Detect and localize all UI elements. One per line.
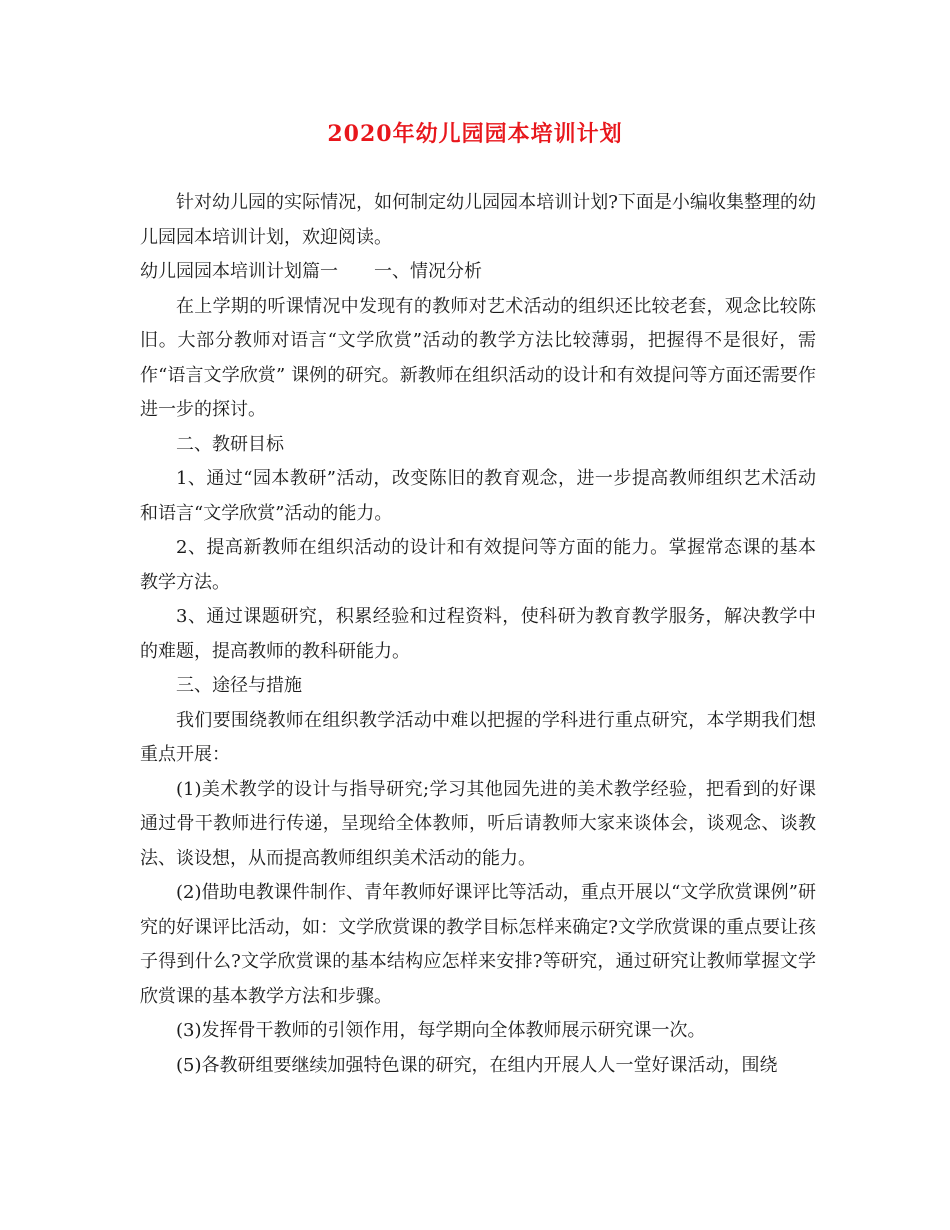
goal-paragraph-1: 1、通过“园本教研”活动，改变陈旧的教育观念，进一步提高教师组织艺术活动和语言“文学欣赏”活动的能力。	[140, 468, 816, 524]
section-label: 幼儿园园本培训计划篇一	[140, 261, 338, 282]
measure-paragraph-5: (5)各教研组要继续加强特色课的研究，在组内开展人人一堂好课活动，围绕	[176, 1054, 778, 1076]
measures-intro-paragraph: 我们要围绕教师在组织教学活动中难以把握的学科进行重点研究，本学期我们想重点开展：	[140, 709, 816, 765]
goal-paragraph-3: 3、通过课题研究，积累经验和过程资料，使科研为教育教学服务，解决教学中的难题，提高教师的教科研能力。	[140, 606, 816, 662]
analysis-paragraph: 在上学期的听课情况中发现有的教师对艺术活动的组织还比较老套，观念比较陈旧。大部分教师对语言“文学欣赏”活动的教学方法比较薄弱，把握得不是很好，需作“语言文学欣赏” 课例的研究。新教师在组织活动的设计和有效提问等方面还需要作进一步的探讨。	[140, 295, 816, 420]
section-label-line	[140, 255, 816, 290]
measure-paragraph-3: (3)发挥骨干教师的引领作用，每学期向全体教师展示研究课一次。	[176, 1020, 706, 1041]
section-heading-analysis: 一、情况分析	[374, 261, 482, 282]
measure-paragraph-2: (2)借助电教课件制作、青年教师好课评比等活动，重点开展以“文学欣赏课例”研究的好课评比活动，如：文学欣赏课的教学目标怎样来确定?文学欣赏课的重点要让孩子得到什么?文学欣赏课的基本结构应怎样来安排?等研究，通过研究让教师掌握文学欣赏课的基本教学方法和步骤。	[140, 882, 816, 1007]
intro-paragraph: 针对幼儿园的实际情况，如何制定幼儿园园本培训计划?下面是小编收集整理的幼儿园园本培训计划，欢迎阅读。	[140, 192, 816, 248]
section-heading-measures: 三、途径与措施	[176, 675, 302, 696]
document-title: 2020年幼儿园园本培训计划	[327, 121, 623, 147]
document-body	[140, 186, 816, 1083]
measure-paragraph-1: (1)美术教学的设计与指导研究;学习其他园先进的美术教学经验，把看到的好课通过骨干教师进行传递，呈现给全体教师，听后请教师大家来谈体会，谈观念、谈教法、谈设想，从而提高教师组织美术活动的能力。	[140, 778, 816, 869]
section-heading-goals: 二、教研目标	[176, 433, 284, 455]
goal-paragraph-2: 2、提高新教师在组织活动的设计和有效提问等方面的能力。掌握常态课的基本教学方法。	[140, 537, 816, 593]
